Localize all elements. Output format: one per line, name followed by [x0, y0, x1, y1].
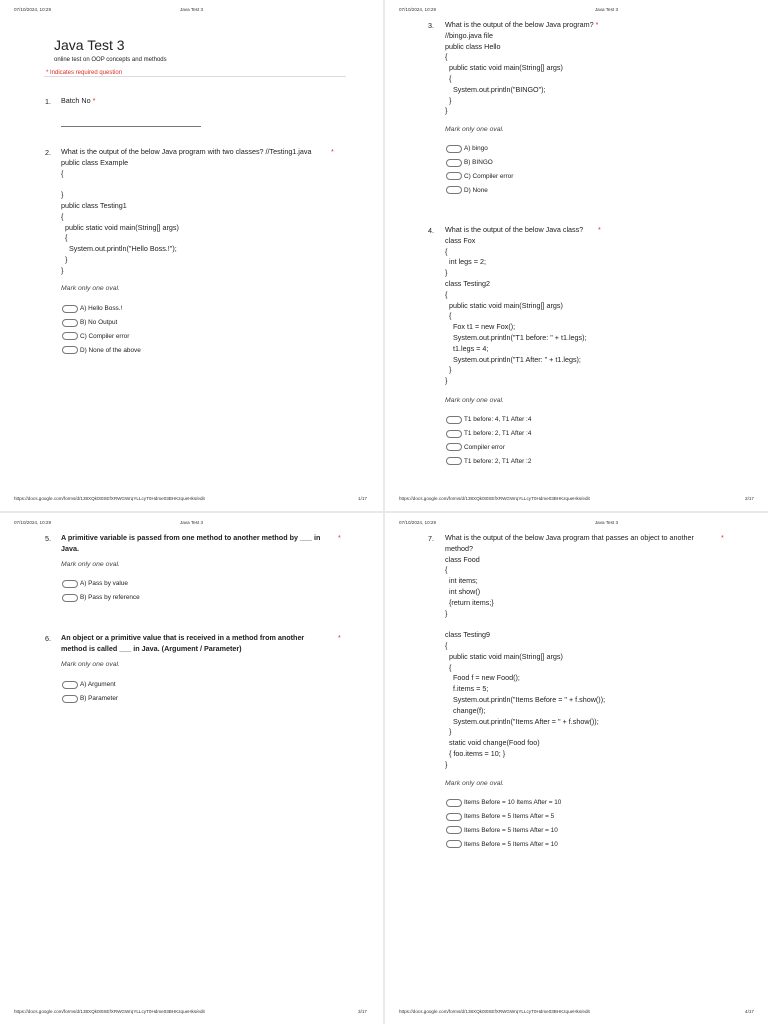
print-title: Java Test 3	[594, 7, 618, 12]
question-number: 3.	[428, 21, 434, 30]
batch-no-input[interactable]	[61, 126, 201, 127]
option-b[interactable]: T1 before: 2, T1 After :4	[446, 427, 531, 441]
print-title: Java Test 3	[179, 7, 204, 12]
required-star: *	[598, 225, 601, 234]
form-title: Java Test 3	[54, 37, 125, 53]
question-text: What is the output of the below Java program that passes an object to another method? class Food { int items; int show() {return items;} } class Testing9 { public static void main(String[] args) { Food f = new Food(); f.items = 5; System.out.println("Items Before = " + f.show()); change(f); System.out.println("Items After = " + f.show()); } static void change(Food foo) { foo.items = 10; } }	[445, 533, 694, 769]
options-q2	[62, 302, 141, 357]
required-star: *	[338, 533, 341, 542]
print-date: 07/10/2024, 10:29	[399, 7, 437, 12]
question-number: 1.	[45, 97, 51, 106]
option-c[interactable]: Items Before = 5 Items After = 10	[446, 824, 561, 838]
mark-instruction: Mark only one oval.	[61, 285, 120, 292]
oval-radio[interactable]	[446, 186, 462, 194]
mark-instruction: Mark only one oval.	[61, 561, 120, 568]
oval-radio[interactable]	[62, 580, 78, 588]
oval-radio[interactable]	[446, 826, 462, 834]
question-3	[445, 20, 598, 117]
oval-radio[interactable]	[62, 346, 78, 354]
question-text: What is the output of the below Java program with two classes? //Testing1.java public class Example { } public class Testing1 { public static void main(String[] args) { System.out.println("Hello Boss.!"); } }	[61, 147, 312, 275]
question-text: What is the output of the below Java program?	[445, 20, 594, 29]
options-q3	[446, 142, 513, 197]
oval-radio[interactable]	[446, 457, 462, 465]
oval-radio[interactable]	[62, 319, 78, 327]
question-7	[445, 533, 694, 771]
question-code: //bingo.java file public class Hello { public static void main(String[] args) { System.out.println("BINGO"); } }	[445, 30, 563, 116]
required-note: * Indicates required question	[46, 70, 123, 76]
oval-radio[interactable]	[62, 681, 78, 689]
option-b[interactable]: B) BINGO	[446, 156, 513, 170]
page-2	[385, 0, 768, 511]
option-a[interactable]: T1 before: 4, T1 After :4	[446, 413, 531, 427]
question-number: 5.	[45, 534, 51, 543]
mark-instruction: Mark only one oval.	[61, 661, 120, 668]
oval-radio[interactable]	[62, 305, 78, 313]
option-c[interactable]: C) Compiler error	[62, 330, 141, 344]
option-d[interactable]: Items Before = 5 Items After = 10	[446, 837, 561, 851]
print-date: 07/10/2024, 10:29	[14, 7, 52, 12]
option-b[interactable]: Items Before = 5 Items After = 5	[446, 810, 561, 824]
page-number: 3/17	[358, 1009, 367, 1014]
required-star: *	[721, 533, 724, 542]
options-q7	[446, 796, 561, 851]
question-text: Batch No	[61, 96, 91, 105]
question-code: class Fox { int legs = 2; } class Testing2 { public static void main(String[] args) { Fox t1 = new Fox(); System.out.println("T1 before: " + t1.legs); t1.legs = 4; System.out.println("T1 After: " + t1.legs); } }	[445, 235, 587, 386]
options-q5	[62, 577, 140, 605]
oval-radio[interactable]	[446, 840, 462, 848]
print-date: 07/10/2024, 10:29	[14, 520, 52, 525]
oval-radio[interactable]	[446, 443, 462, 451]
option-b[interactable]: B) Parameter	[62, 692, 118, 706]
page-1	[0, 0, 383, 511]
option-d[interactable]: D) None	[446, 183, 513, 197]
question-number: 2.	[45, 148, 51, 157]
title-divider	[44, 76, 346, 77]
oval-radio[interactable]	[446, 172, 462, 180]
required-star: *	[331, 147, 334, 156]
question-text: What is the output of the below Java class?	[445, 225, 584, 234]
oval-radio[interactable]	[446, 430, 462, 438]
option-c[interactable]: Compiler error	[446, 441, 531, 455]
option-a[interactable]: A) Pass by value	[62, 577, 140, 591]
page-number: 2/17	[745, 496, 754, 501]
oval-radio[interactable]	[62, 695, 78, 703]
question-number: 7.	[428, 534, 434, 543]
option-a[interactable]: Items Before = 10 Items After = 10	[446, 796, 561, 810]
question-4	[445, 225, 587, 387]
option-d[interactable]: D) None of the above	[62, 343, 141, 357]
question-1	[61, 96, 95, 107]
required-star: *	[92, 96, 96, 105]
required-star: *	[595, 20, 599, 29]
page-number: 1/17	[358, 496, 367, 501]
page-4	[385, 513, 768, 1024]
form-url: https://docs.google.com/forms/d/138XQk0t0SEfXRWGWrqYLLcyT0Hdme03BHKzqueHks/edit	[399, 496, 590, 501]
question-5	[61, 533, 333, 555]
form-url: https://docs.google.com/forms/d/138XQk0t0SEfXRWGWrqYLLcyT0Hdme03BHKzqueHks/edit	[14, 496, 205, 501]
print-title: Java Test 3	[594, 520, 618, 525]
options-q6	[62, 678, 118, 706]
oval-radio[interactable]	[446, 145, 462, 153]
print-title: Java Test 3	[179, 520, 204, 525]
page-3	[0, 513, 383, 1024]
question-2	[61, 147, 312, 277]
question-text: A primitive variable is passed from one method to another method by ___ in Java.	[61, 533, 321, 553]
oval-radio[interactable]	[446, 159, 462, 167]
question-number: 4.	[428, 226, 434, 235]
question-text: An object or a primitive value that is received in a method from another method is called ___ in Java. (Argument / Parameter)	[61, 633, 305, 653]
option-d[interactable]: T1 before: 2, T1 After :2	[446, 454, 531, 468]
option-a[interactable]: A) bingo	[446, 142, 513, 156]
option-a[interactable]: A) Hello Boss.!	[62, 302, 141, 316]
oval-radio[interactable]	[446, 416, 462, 424]
mark-instruction: Mark only one oval.	[445, 780, 504, 787]
oval-radio[interactable]	[446, 813, 462, 821]
oval-radio[interactable]	[62, 594, 78, 602]
form-description: online test on OOP concepts and methods	[54, 57, 167, 63]
required-star: *	[338, 633, 341, 642]
option-c[interactable]: C) Compiler error	[446, 170, 513, 184]
print-date: 07/10/2024, 10:29	[399, 520, 437, 525]
page-number: 4/17	[745, 1009, 754, 1014]
mark-instruction: Mark only one oval.	[445, 397, 504, 404]
form-url: https://docs.google.com/forms/d/138XQk0t0SEfXRWGWrqYLLcyT0Hdme03BHKzqueHks/edit	[14, 1009, 205, 1014]
question-6	[61, 633, 329, 655]
option-b[interactable]: B) Pass by reference	[62, 591, 140, 605]
mark-instruction: Mark only one oval.	[445, 126, 504, 133]
oval-radio[interactable]	[62, 332, 78, 340]
option-b[interactable]: B) No Output	[62, 316, 141, 330]
oval-radio[interactable]	[446, 799, 462, 807]
question-number: 6.	[45, 634, 51, 643]
options-q4	[446, 413, 531, 468]
form-url: https://docs.google.com/forms/d/138XQk0t0SEfXRWGWrqYLLcyT0Hdme03BHKzqueHks/edit	[399, 1009, 590, 1014]
option-a[interactable]: A) Argument	[62, 678, 118, 692]
